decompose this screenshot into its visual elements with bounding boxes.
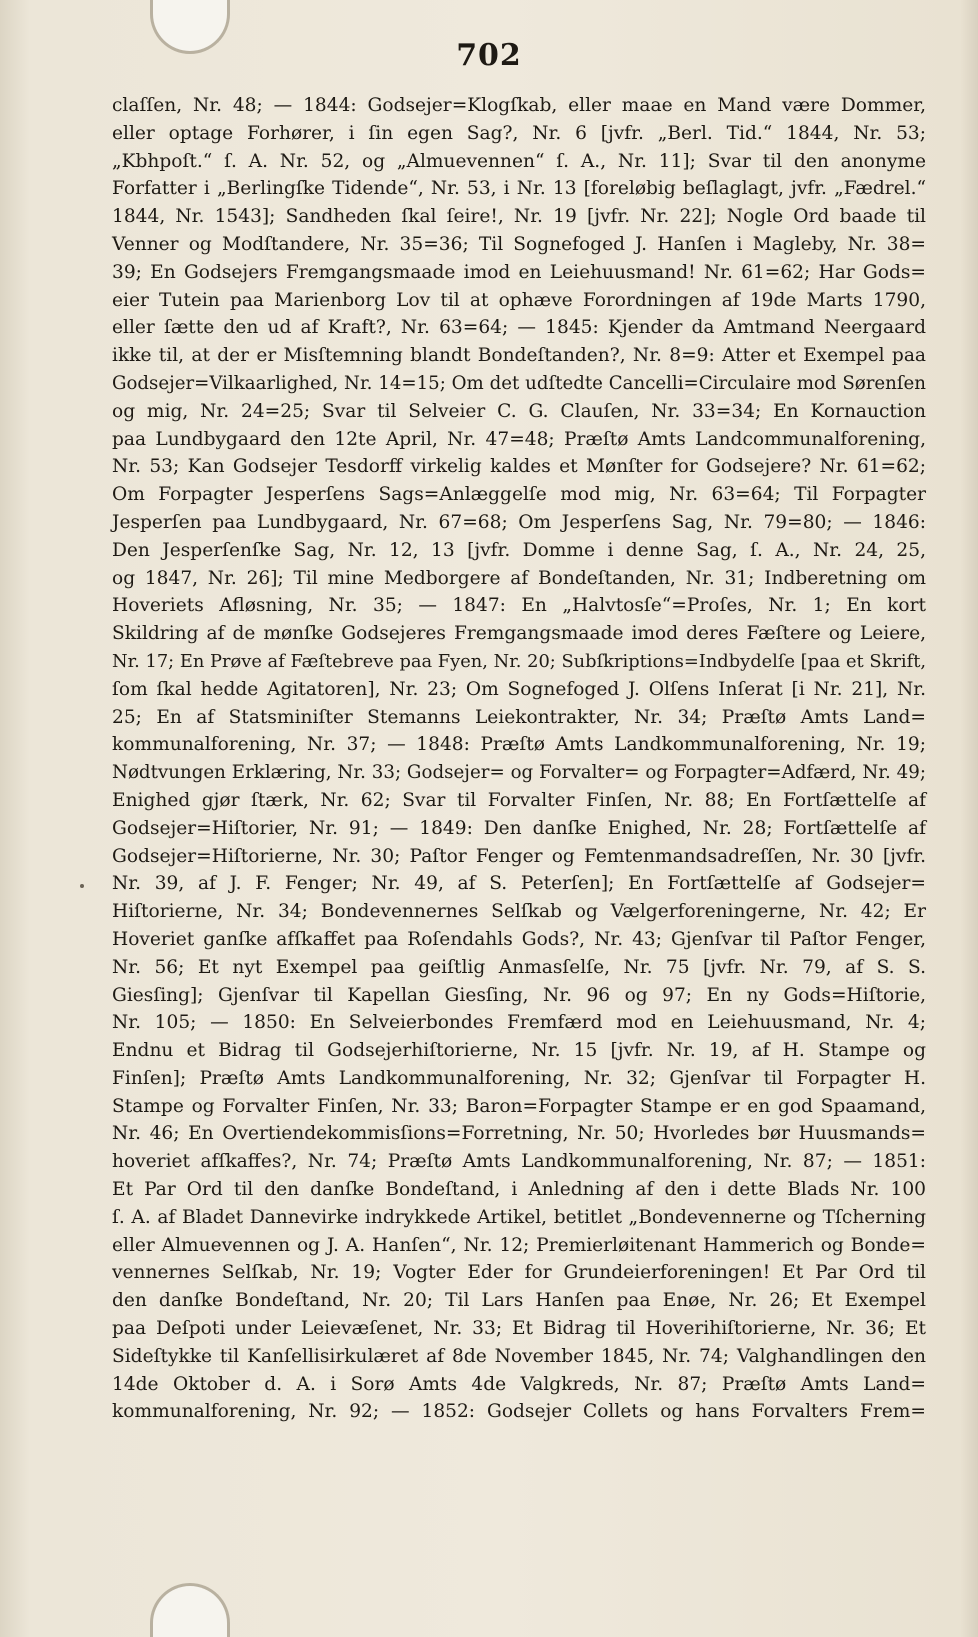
text-line: claſſen, Nr. 48; — 1844: Godsejer=Klogſkab, eller maae en Mand være Dommer,: [112, 95, 926, 116]
text-line: ſ. A. af Bladet Dannevirke indrykkede Artikel, betitlet „Bondevennerne og Tſcherning: [112, 1206, 926, 1228]
text-line: Sideſtykke til Kanſellisirkulæret af 8de November 1845, Nr. 74; Valghandlingen den: [112, 1345, 926, 1367]
text-line: Jesperſen paa Lundbygaard, Nr. 67=68; Om Jesperſens Sag, Nr. 79=80; — 1846:: [112, 511, 926, 533]
text-line: Venner og Modſtandere, Nr. 35=36; Til Sognefoged J. Hanſen i Magleby, Nr. 38=: [112, 233, 926, 255]
text-line: Enighed gjør ſtærk, Nr. 62; Svar til Forvalter Finſen, Nr. 88; En Fortſættelſe af: [112, 789, 926, 811]
text-line: Nødtvungen Erklæring, Nr. 33; Godsejer= og Forvalter= og Forpagter=Adfærd, Nr. 49;: [112, 762, 926, 784]
body-text: [112, 92, 926, 1426]
page-number: 702: [456, 38, 522, 73]
text-line: paa Deſpoti under Leievæſenet, Nr. 33; Et Bidrag til Hoverihiſtorierne, Nr. 36; Et: [112, 1318, 926, 1340]
text-line: Nr. 39, af J. F. Fenger; Nr. 49, af S. Peterſen]; En Fortſættelſe af Godsejer=: [112, 873, 926, 895]
text-line: Hoveriet ganſke afſkaffet paa Roſendahls Gods?, Nr. 43; Gjenſvar til Paſtor Fenger,: [112, 928, 926, 950]
text-line: eller ſætte den ud af Kraft?, Nr. 63=64; — 1845: Kjender da Amtmand Neergaard: [112, 317, 926, 339]
text-line: Nr. 46; En Overtiendekommisſions=Forretning, Nr. 50; Hvorledes bør Huusmands=: [112, 1123, 926, 1145]
text-line: Giesſing]; Gjenſvar til Kapellan Giesſing, Nr. 96 og 97; En ny Gods=Hiſtorie,: [112, 984, 926, 1006]
text-line: ikke til, at der er Misſtemning blandt Bondeſtanden?, Nr. 8=9: Atter et Exempel paa: [112, 345, 926, 367]
text-line: Godsejer=Hiſtorier, Nr. 91; — 1849: Den danſke Enighed, Nr. 28; Fortſættelſe af: [112, 817, 926, 839]
text-line: Om Forpagter Jesperſens Sags=Anlæggelſe mod mig, Nr. 63=64; Til Forpagter: [112, 484, 926, 506]
text-line: Nr. 17; En Prøve af Fæſtebreve paa Fyen, Nr. 20; Subſkriptions=Indbydelſe [paa et Skrift,: [112, 650, 927, 672]
text-line: 1844, Nr. 1543]; Sandheden ſkal ſeire!, Nr. 19 [jvfr. Nr. 22]; Nogle Ord baade til: [112, 206, 926, 228]
text-line: Skildring af de mønſke Godsejeres Fremgangsmaade imod deres Fæſtere og Leiere,: [112, 623, 926, 645]
text-line: Forfatter i „Berlingſke Tidende“, Nr. 53, i Nr. 13 [foreløbig beſlaglagt, jvfr. „Fædrel.“: [112, 178, 926, 200]
text-line: eier Tutein paa Marienborg Lov til at ophæve Forordningen af 19de Marts 1790,: [112, 289, 926, 311]
text-line: kommunalforening, Nr. 92; — 1852: Godsejer Collets og hans Forvalters Frem=: [112, 1401, 926, 1423]
text-line: Finſen]; Præſtø Amts Landkommunalforening, Nr. 32; Gjenſvar til Forpagter H.: [112, 1067, 926, 1089]
text-line: og 1847, Nr. 26]; Til mine Medborgere af Bondeſtanden, Nr. 31; Indberetning om: [112, 567, 926, 589]
text-line: vennernes Selſkab, Nr. 19; Vogter Eder for Grundeierforeningen! Et Par Ord til: [112, 1262, 926, 1284]
text-line: Godsejer=Hiſtorierne, Nr. 30; Paſtor Fenger og Femtenmandsadreſſen, Nr. 30 [jvfr.: [112, 845, 926, 867]
text-line: ſom ſkal hedde Agitatoren], Nr. 23; Om Sognefoged J. Olſens Inſerat [i Nr. 21], Nr.: [112, 678, 926, 700]
text-line: Nr. 105; — 1850: En Selveierbondes Fremfærd mod en Leiehuusmand, Nr. 4;: [112, 1012, 926, 1034]
text-line: Nr. 53; Kan Godsejer Tesdorff virkelig kaldes et Mønſter for Godsejere? Nr. 61=62;: [112, 456, 926, 478]
text-line: Hoveriets Afløsning, Nr. 35; — 1847: En „Halvtosſe“=Proſes, Nr. 1; En kort: [112, 595, 926, 617]
text-line: den danſke Bondeſtand, Nr. 20; Til Lars Hanſen paa Enøe, Nr. 26; Et Exempel: [112, 1290, 926, 1312]
text-line: 14de Oktober d. A. i Sorø Amts 4de Valgkreds, Nr. 87; Præſtø Amts Land=: [112, 1373, 926, 1395]
text-line: Hiſtorierne, Nr. 34; Bondevennernes Selſkab og Vælgerforeningerne, Nr. 42; Er: [112, 901, 926, 923]
text-line: Endnu et Bidrag til Godsejerhiſtorierne, Nr. 15 [jvfr. Nr. 19, af H. Stampe og: [112, 1040, 926, 1062]
text-line: 39; En Godsejers Fremgangsmaade imod en Leiehuusmand! Nr. 61=62; Har Gods=: [112, 261, 926, 283]
text-line: Nr. 56; Et nyt Exempel paa geiſtlig Anmasſelſe, Nr. 75 [jvfr. Nr. 79, af S. S.: [112, 956, 926, 978]
text-line: Stampe og Forvalter Finſen, Nr. 33; Baron=Forpagter Stampe er en god Spaamand,: [112, 1095, 926, 1117]
text-line: og mig, Nr. 24=25; Svar til Selveier C. G. Clauſen, Nr. 33=34; En Kornauction: [112, 400, 926, 422]
text-line: kommunalforening, Nr. 37; — 1848: Præſtø Amts Landkommunalforening, Nr. 19;: [112, 734, 926, 756]
text-line: 25; En af Statsminiſter Stemanns Leiekontrakter, Nr. 34; Præſtø Amts Land=: [112, 706, 926, 728]
binding-hole-bottom: [150, 1583, 230, 1637]
text-line: paa Lundbygaard den 12te April, Nr. 47=48; Præſtø Amts Landcommunalforening,: [112, 428, 926, 450]
text-line: Den Jesperſenſke Sag, Nr. 12, 13 [jvfr. Domme i denne Sag, ſ. A., Nr. 24, 25,: [112, 539, 926, 561]
text-line: „Kbhpoſt.“ ſ. A. Nr. 52, og „Almuevennen“ ſ. A., Nr. 11]; Svar til den anonyme: [112, 150, 926, 172]
text-line: Et Par Ord til den danſke Bondeſtand, i Anledning af den i dette Blads Nr. 100: [112, 1179, 926, 1201]
text-line: hoveriet afſkaffes?, Nr. 74; Præſtø Amts Landkommunalforening, Nr. 87; — 1851:: [112, 1151, 926, 1173]
text-line: eller Almuevennen og J. A. Hanſen“, Nr. 12; Premierløitenant Hammerich og Bonde=: [112, 1234, 926, 1256]
margin-mark: [80, 884, 84, 888]
text-line: Godsejer=Vilkaarlighed, Nr. 14=15; Om det udſtedte Cancelli=Circulaire mod Sørenſen: [112, 372, 926, 394]
text-line: eller optage Forhører, i ſin egen Sag?, Nr. 6 [jvfr. „Berl. Tid.“ 1844, Nr. 53;: [112, 122, 926, 144]
